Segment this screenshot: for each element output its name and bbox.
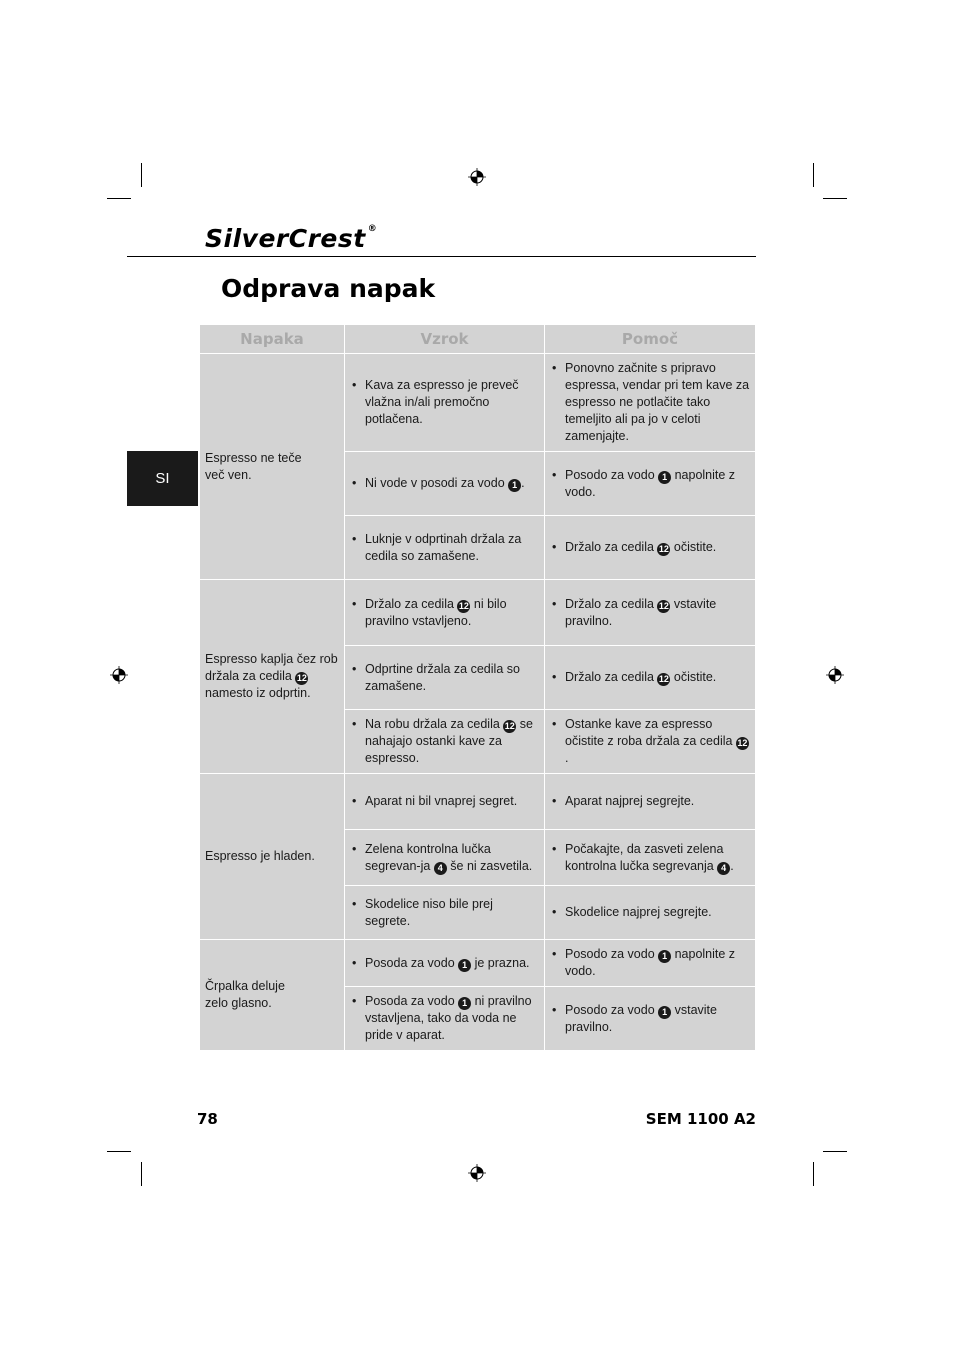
crop-mark-bottom-left-v [141, 1162, 142, 1186]
cause-cell [345, 886, 545, 940]
bullet-item [350, 475, 539, 492]
bullet-icon: • [552, 794, 557, 808]
help-cell [545, 452, 756, 516]
cell-text: vstavite pravilno. [565, 596, 717, 628]
bullet-item [550, 1002, 750, 1036]
part-number-badge: 1 [458, 959, 471, 972]
crop-mark-bottom-right-h [823, 1151, 847, 1152]
bullet-item [550, 716, 750, 767]
cell-text: Skodelice niso bile prej segrete. [365, 896, 493, 928]
language-tab: SI [127, 451, 198, 506]
cause-cell [345, 774, 545, 830]
error-cell [200, 580, 345, 774]
bullet-icon: • [552, 540, 557, 554]
bullet-item [350, 661, 539, 695]
bullet-item [550, 596, 750, 630]
cell-text: Ostanke kave za espresso očistite z roba držala za cedila [565, 717, 736, 748]
part-number-badge: 12 [658, 600, 669, 611]
header-napaka: Napaka [200, 325, 345, 354]
bullet-item [350, 377, 539, 428]
table-row [200, 774, 756, 830]
bullet-text [365, 793, 517, 810]
cell-text: Luknje v odprtinah držala za cedila so zamašene. [365, 531, 522, 563]
cell-text: . [730, 858, 734, 873]
cause-cell [345, 710, 545, 774]
part-number-badge: 1 [458, 997, 471, 1010]
bullet-text [565, 596, 750, 630]
help-cell [545, 774, 756, 830]
cell-text: Držalo za cedila [565, 596, 658, 611]
cell-text: ni bilo pravilno vstavljeno. [365, 596, 507, 628]
bullet-item [550, 669, 750, 686]
part-number-badge: 12 [504, 721, 515, 731]
help-cell [545, 886, 756, 940]
bullet-item [350, 716, 539, 767]
cause-cell [345, 516, 545, 580]
bullet-icon: • [552, 467, 557, 482]
bullet-icon: • [352, 531, 357, 546]
registration-mark-icon [826, 666, 844, 684]
bullet-icon: • [352, 994, 357, 1008]
bullet-text [365, 896, 539, 930]
table-header-row [200, 325, 756, 354]
table-row [200, 940, 756, 987]
help-cell [545, 710, 756, 774]
cell-text: očistite. [670, 540, 717, 554]
bullet-item [350, 993, 539, 1044]
bullet-item [550, 360, 750, 445]
help-cell [545, 987, 756, 1051]
troubleshooting-table [199, 324, 756, 1051]
bullet-icon: • [552, 361, 557, 375]
part-number-badge: 12 [737, 738, 748, 748]
cell-text: se nahajajo ostanki kave za espresso. [365, 717, 533, 765]
cause-cell [345, 580, 545, 646]
bullet-text [365, 955, 530, 972]
bullet-text [565, 467, 750, 501]
cell-text: še ni zasvetila. [446, 858, 533, 873]
bullet-item [350, 793, 539, 810]
bullet-item [550, 946, 750, 980]
bullet-text [565, 946, 750, 980]
bullet-item [350, 955, 539, 972]
cell-text: ni pravilno vstavljena, tako da voda ne pride v aparat. [365, 994, 532, 1042]
cause-cell [345, 646, 545, 710]
part-number-badge: 4 [434, 862, 447, 875]
error-text [205, 848, 339, 865]
error-text [205, 651, 339, 702]
bullet-icon: • [552, 670, 557, 684]
cell-text: Ponovno začnite s pripravo espressa, vendar pri tem kave za espresso ne potlačite tako temeljito ali pa jo v celoti zamenjajte. [565, 361, 750, 443]
bullet-text [365, 377, 539, 428]
bullet-text [565, 669, 716, 686]
cell-text: namesto iz odprtin. [205, 686, 311, 700]
bullet-text [565, 1002, 750, 1036]
registration-mark-icon [468, 1164, 486, 1182]
part-number-badge: 4 [717, 862, 730, 875]
brand-name: SilverCrest [205, 224, 366, 253]
bullet-icon: • [552, 905, 557, 919]
cell-text: Zelena kontrolna lučka segrevan-ja [365, 841, 491, 873]
error-cell [200, 774, 345, 940]
cell-text: Posoda za vodo [365, 994, 459, 1008]
bullet-icon: • [552, 717, 557, 731]
crop-mark-bottom-left-h [107, 1151, 131, 1152]
bullet-icon: • [352, 596, 357, 611]
cell-text: . [565, 751, 569, 765]
cell-text: Držalo za cedila [365, 596, 458, 611]
part-number-badge: 1 [658, 471, 671, 484]
bullet-item [350, 531, 539, 565]
brand-logo [205, 224, 377, 253]
cell-text: vstavite pravilno. [565, 1002, 717, 1034]
help-cell [545, 940, 756, 987]
part-number-badge: 1 [658, 1006, 671, 1019]
table-body [200, 354, 756, 1051]
cell-text: Ni vode v posodi za vodo [365, 476, 509, 490]
bullet-item [550, 467, 750, 501]
bullet-icon: • [352, 794, 357, 808]
bullet-icon: • [552, 1002, 557, 1017]
header-pomoc: Pomoč [545, 325, 756, 354]
bullet-text [365, 993, 539, 1044]
bullet-icon: • [352, 476, 357, 490]
crop-mark-top-right-v [813, 163, 814, 187]
bullet-item [550, 539, 750, 556]
bullet-icon: • [352, 841, 357, 856]
cell-text: Posodo za vodo [565, 467, 659, 482]
part-number-badge: 12 [658, 674, 669, 684]
registration-mark-icon [110, 666, 128, 684]
page-title: Odprava napak [221, 274, 436, 303]
bullet-text [365, 596, 539, 630]
error-cell [200, 354, 345, 580]
error-cell [200, 940, 345, 1051]
bullet-item [550, 793, 750, 810]
page-number: 78 [197, 1110, 218, 1128]
bullet-text [365, 475, 525, 492]
header-vzrok: Vzrok [345, 325, 545, 354]
cause-cell [345, 940, 545, 987]
bullet-icon: • [552, 596, 557, 611]
cell-text: Espresso kaplja čez rob držala za cedila [205, 652, 338, 683]
cell-text: napolnite z vodo. [565, 467, 736, 499]
bullet-text [365, 531, 539, 565]
help-cell [545, 646, 756, 710]
table-row [200, 354, 756, 452]
help-cell [545, 580, 756, 646]
error-text-line: več ven. [205, 467, 252, 482]
bullet-item [550, 904, 750, 921]
header-rule [127, 256, 756, 257]
bullet-icon: • [552, 841, 557, 856]
part-number-badge: 12 [658, 544, 669, 554]
cell-text: Držalo za cedila [565, 540, 658, 554]
cell-text: Kava za espresso je preveč vlažna in/ali premočno potlačena. [365, 378, 519, 426]
cell-text: Počakajte, da zasveti zelena kontrolna lučka segrevanja [565, 841, 724, 873]
cell-text: je prazna. [471, 955, 530, 970]
help-cell [545, 354, 756, 452]
error-text-line: zelo glasno. [205, 996, 272, 1010]
help-cell [545, 516, 756, 580]
bullet-text [365, 661, 539, 695]
cell-text: Skodelice najprej segrejte. [565, 905, 712, 919]
cell-text: očistite. [670, 670, 717, 684]
bullet-item [350, 896, 539, 930]
bullet-icon: • [352, 717, 357, 731]
cell-text: Espresso je hladen. [205, 849, 315, 863]
bullet-text [565, 904, 712, 921]
cell-text: . [521, 476, 525, 490]
cell-text: Aparat ni bil vnaprej segret. [365, 794, 518, 808]
cell-text: Odprtine držala za cedila so zamašene. [365, 661, 520, 693]
error-text-line: Espresso ne teče [205, 450, 302, 465]
bullet-item [550, 841, 750, 875]
bullet-text [565, 360, 750, 445]
crop-mark-top-right-h [823, 198, 847, 199]
cell-text: Na robu držala za cedila [365, 717, 504, 731]
crop-mark-top-left-h [107, 198, 131, 199]
cause-cell [345, 987, 545, 1051]
part-number-badge: 1 [508, 479, 521, 492]
cell-text: Posoda za vodo [365, 955, 459, 970]
bullet-icon: • [352, 661, 357, 676]
table-row [200, 580, 756, 646]
crop-mark-bottom-right-v [813, 1162, 814, 1186]
bullet-text [365, 841, 539, 875]
registered-symbol: ® [367, 224, 378, 234]
bullet-icon: • [352, 378, 357, 392]
model-number: SEM 1100 A2 [645, 1110, 756, 1128]
bullet-icon: • [352, 896, 357, 911]
cause-cell [345, 452, 545, 516]
bullet-item [350, 841, 539, 875]
crop-mark-top-left-v [141, 163, 142, 187]
cell-text: Aparat najprej segrejte. [565, 794, 695, 808]
part-number-badge: 1 [658, 950, 671, 963]
bullet-text [565, 716, 750, 767]
bullet-icon: • [552, 947, 557, 961]
bullet-icon: • [352, 955, 357, 970]
cell-text: napolnite z vodo. [565, 947, 736, 978]
cell-text: Posodo za vodo [565, 1002, 659, 1017]
cell-text: Posodo za vodo [565, 947, 659, 961]
part-number-badge: 12 [296, 673, 307, 683]
bullet-text [365, 716, 539, 767]
cell-text: Držalo za cedila [565, 670, 658, 684]
bullet-text [565, 539, 716, 556]
bullet-item [350, 596, 539, 630]
cause-cell [345, 354, 545, 452]
help-cell [545, 830, 756, 886]
error-text-line: Črpalka deluje [205, 979, 285, 993]
bullet-text [565, 793, 694, 810]
bullet-text [565, 841, 750, 875]
cause-cell [345, 830, 545, 886]
part-number-badge: 12 [458, 600, 469, 611]
registration-mark-icon [468, 168, 486, 186]
